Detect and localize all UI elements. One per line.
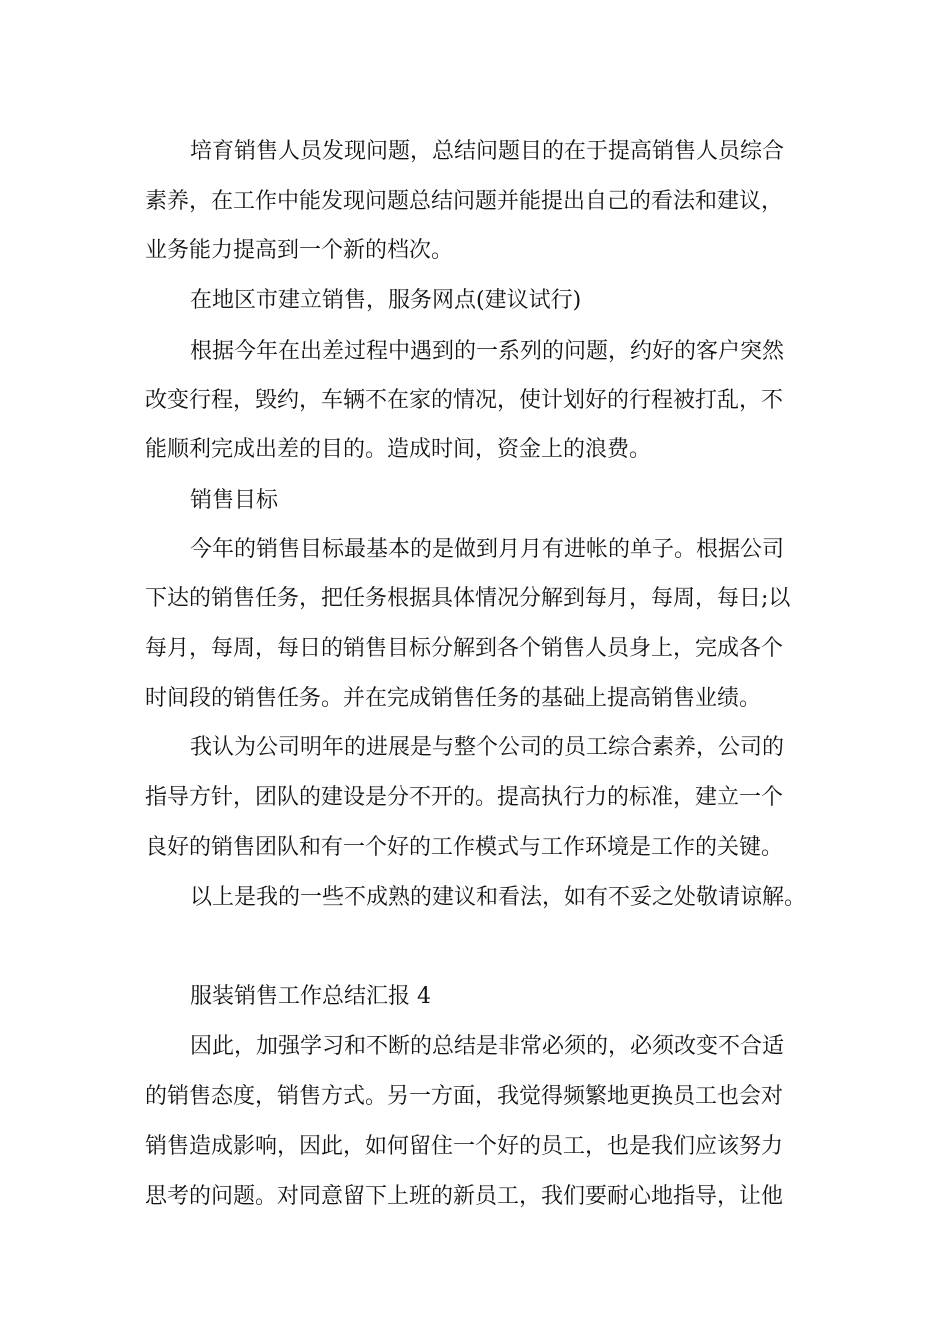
paragraph-line: 根据今年在出差过程中遇到的一系列的问题，约好的客户突然 bbox=[190, 339, 785, 364]
paragraph-line: 业务能力提高到一个新的档次。 bbox=[145, 238, 454, 263]
paragraph-line: 我认为公司明年的进展是与整个公司的员工综合素养，公司的 bbox=[190, 735, 785, 760]
paragraph-line: 每月，每周，每日的销售目标分解到各个销售人员身上，完成各个 bbox=[145, 636, 784, 661]
paragraph-line: 指导方针，团队的建设是分不开的。提高执行力的标准，建立一个 bbox=[145, 785, 784, 810]
paragraph-line: 能顺利完成出差的目的。造成时间，资金上的浪费。 bbox=[145, 437, 652, 462]
paragraph-line: 因此，加强学习和不断的总结是非常必须的，必须改变不合适 bbox=[190, 1034, 785, 1059]
paragraph-line: 销售造成影响，因此，如何留住一个好的员工，也是我们应该努力 bbox=[145, 1134, 784, 1159]
paragraph-line: 培育销售人员发现问题，总结问题目的在于提高销售人员综合 bbox=[190, 139, 785, 164]
section-heading: 在地区市建立销售，服务网点(建议试行) bbox=[190, 288, 582, 313]
paragraph-line: 良好的销售团队和有一个好的工作模式与工作环境是工作的关键。 bbox=[145, 835, 784, 860]
paragraph-line: 以上是我的一些不成熟的建议和看法，如有不妥之处敬请谅解。 bbox=[190, 885, 807, 910]
paragraph-line: 思考的问题。对同意留下上班的新员工，我们要耐心地指导，让他 bbox=[145, 1184, 784, 1209]
paragraph-line: 今年的销售目标最基本的是做到月月有进帐的单子。根据公司 bbox=[190, 537, 785, 562]
paragraph-line: 的销售态度，销售方式。另一方面，我觉得频繁地更换员工也会对 bbox=[145, 1084, 784, 1109]
section-heading: 销售目标 bbox=[190, 488, 279, 513]
paragraph-line: 改变行程，毁约，车辆不在家的情况，使计划好的行程被打乱，不 bbox=[145, 388, 784, 413]
paragraph-line: 时间段的销售任务。并在完成销售任务的基础上提高销售业绩。 bbox=[145, 686, 762, 711]
section-heading: 服装销售工作总结汇报 4 bbox=[190, 984, 431, 1009]
paragraph-line: 素养，在工作中能发现问题总结问题并能提出自己的看法和建议， bbox=[145, 189, 784, 214]
paragraph-line: 下达的销售任务，把任务根据具体情况分解到每月，每周，每日;以 bbox=[145, 586, 791, 611]
